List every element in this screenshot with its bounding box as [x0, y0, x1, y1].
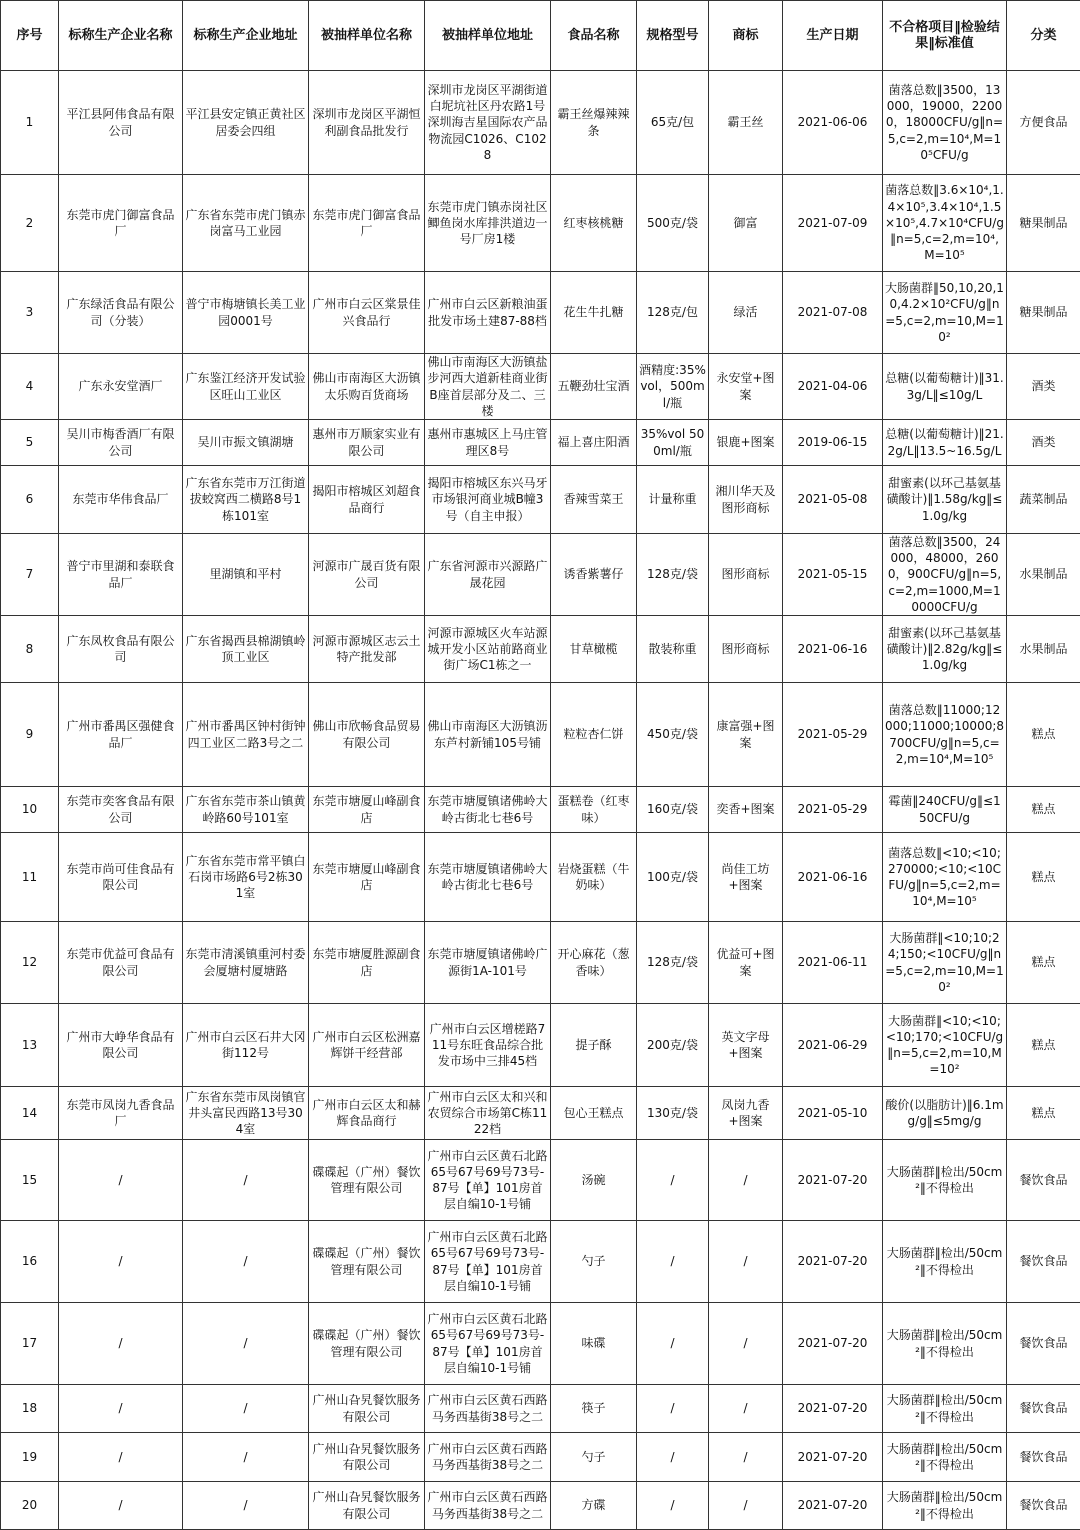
sampled-address-cell: 河源市源城区火车站源城开发小区站前路商业街广场C1栋之一 [425, 616, 551, 683]
result-cell: 总糖(以葡萄糖计)‖21.2g/L‖13.5~16.5g/L [883, 420, 1007, 466]
sampled-address-cell: 东莞市塘厦镇诸佛岭大岭古街北七巷6号 [425, 833, 551, 922]
company-address-cell: 广东省东莞市茶山镇黄岭路60号101室 [183, 787, 309, 833]
table-body [1, 71, 1080, 1530]
serial-cell: 6 [1, 466, 59, 534]
company-cell: 东莞市尚可佳食品有限公司 [59, 833, 183, 922]
spec-cell: 128克/包 [637, 272, 709, 354]
category-cell: 餐饮食品 [1007, 1303, 1080, 1385]
table-row [1, 466, 1080, 534]
result-cell: 霉菌‖240CFU/g‖≤150CFU/g [883, 787, 1007, 833]
company-address-cell: / [183, 1303, 309, 1385]
company-cell: / [59, 1385, 183, 1433]
date-cell: 2021-05-08 [783, 466, 883, 534]
sampled-unit-cell: 广州市白云区松洲嘉辉饼干经营部 [309, 1004, 425, 1087]
serial-cell: 13 [1, 1004, 59, 1087]
date-cell: 2021-06-06 [783, 71, 883, 175]
serial-cell: 1 [1, 71, 59, 175]
date-cell: 2021-07-20 [783, 1221, 883, 1303]
sampled-unit-cell: 惠州市万顺家实业有限公司 [309, 420, 425, 466]
brand-cell: 图形商标 [709, 534, 783, 616]
serial-cell: 20 [1, 1482, 59, 1530]
company-cell: 广东绿活食品有限公司（分装） [59, 272, 183, 354]
category-cell: 糖果制品 [1007, 272, 1080, 354]
sampled-unit-cell: 碟碟起（广州）餐饮管理有限公司 [309, 1303, 425, 1385]
column-header-serial: 序号 [1, 1, 59, 71]
food-name-cell: 五鞭劲壮宝酒 [551, 354, 637, 420]
date-cell: 2021-06-16 [783, 833, 883, 922]
company-address-cell: 吴川市振文镇湖塘 [183, 420, 309, 466]
category-cell: 糖果制品 [1007, 175, 1080, 272]
sampled-address-cell: 广州市白云区黄石西路马务西基街38号之二 [425, 1482, 551, 1530]
spec-cell: 200克/袋 [637, 1004, 709, 1087]
company-address-cell: 广东鉴江经济开发试验区旺山工业区 [183, 354, 309, 420]
brand-cell: 尚佳工坊+图案 [709, 833, 783, 922]
result-cell: 大肠菌群‖检出/50cm²‖不得检出 [883, 1385, 1007, 1433]
column-header-spec: 规格型号 [637, 1, 709, 71]
result-cell: 大肠菌群‖检出/50cm²‖不得检出 [883, 1303, 1007, 1385]
brand-cell: 绿活 [709, 272, 783, 354]
sampled-address-cell: 广州市白云区黄石北路65号67号69号73号-87号【单】101房首层自编10-1号铺 [425, 1303, 551, 1385]
category-cell: 餐饮食品 [1007, 1433, 1080, 1482]
company-address-cell: 平江县安定镇正黄社区居委会四组 [183, 71, 309, 175]
category-cell: 糕点 [1007, 922, 1080, 1004]
date-cell: 2021-04-06 [783, 354, 883, 420]
food-name-cell: 勺子 [551, 1433, 637, 1482]
brand-cell: 御富 [709, 175, 783, 272]
company-cell: 东莞市华伟食品厂 [59, 466, 183, 534]
sampled-unit-cell: 广州山旮旯餐饮服务有限公司 [309, 1385, 425, 1433]
sampled-address-cell: 揭阳市榕城区东兴马牙市场银河商业城B幢3号（自主申报） [425, 466, 551, 534]
column-header-sampled-address: 被抽样单位地址 [425, 1, 551, 71]
result-cell: 大肠菌群‖检出/50cm²‖不得检出 [883, 1482, 1007, 1530]
sampled-address-cell: 东莞市塘厦镇诸佛岭广源街1A-101号 [425, 922, 551, 1004]
spec-cell: 100克/袋 [637, 833, 709, 922]
table-row [1, 1433, 1080, 1482]
sampled-address-cell: 广州市白云区黄石北路65号67号69号73号-87号【单】101房首层自编10-1号铺 [425, 1221, 551, 1303]
company-cell: / [59, 1303, 183, 1385]
table-row [1, 922, 1080, 1004]
result-cell: 大肠菌群‖50,10,20,10,4.2×10²CFU/g‖n=5,c=2,m=10,M=10² [883, 272, 1007, 354]
serial-cell: 11 [1, 833, 59, 922]
brand-cell: 奕香+图案 [709, 787, 783, 833]
spec-cell: 450克/袋 [637, 683, 709, 787]
result-cell: 菌落总数‖3.6×10⁴,1.4×10⁵,3.4×10⁴,1.5×10⁵,4.7×10⁴CFU/g‖n=5,c=2,m=10⁴,M=10⁵ [883, 175, 1007, 272]
sampled-unit-cell: 揭阳市榕城区刘超食品商行 [309, 466, 425, 534]
spec-cell: 128克/袋 [637, 922, 709, 1004]
sampled-unit-cell: 广州山旮旯餐饮服务有限公司 [309, 1482, 425, 1530]
sampled-unit-cell: 广州市白云区太和赫辉食品商行 [309, 1087, 425, 1140]
company-address-cell: / [183, 1140, 309, 1221]
sampled-unit-cell: 东莞市塘厦山峰副食店 [309, 787, 425, 833]
table-row [1, 175, 1080, 272]
food-name-cell: 方碟 [551, 1482, 637, 1530]
category-cell: 酒类 [1007, 420, 1080, 466]
company-cell: 广东永安堂酒厂 [59, 354, 183, 420]
table-row [1, 787, 1080, 833]
food-name-cell: 筷子 [551, 1385, 637, 1433]
spec-cell: 160克/袋 [637, 787, 709, 833]
sampled-address-cell: 东莞市虎门镇赤岗社区鲫鱼岗水库排洪道边一号厂房1楼 [425, 175, 551, 272]
serial-cell: 5 [1, 420, 59, 466]
sampled-address-cell: 惠州市惠城区上马庄管理区8号 [425, 420, 551, 466]
serial-cell: 16 [1, 1221, 59, 1303]
category-cell: 餐饮食品 [1007, 1385, 1080, 1433]
serial-cell: 3 [1, 272, 59, 354]
table-row [1, 1303, 1080, 1385]
sampled-address-cell: 佛山市南海区大沥镇沥东芦村新铺105号铺 [425, 683, 551, 787]
category-cell: 方便食品 [1007, 71, 1080, 175]
table-row [1, 420, 1080, 466]
spec-cell: 酒精度:35%vol，500ml/瓶 [637, 354, 709, 420]
sampled-unit-cell: 河源市源城区志云土特产批发部 [309, 616, 425, 683]
result-cell: 菌落总数‖<10;<10;270000;<10;<10CFU/g‖n=5,c=2,m=10⁴,M=10⁵ [883, 833, 1007, 922]
brand-cell: 银鹿+图案 [709, 420, 783, 466]
sampled-address-cell: 广东省河源市兴源路广晟花园 [425, 534, 551, 616]
category-cell: 糕点 [1007, 683, 1080, 787]
company-cell: 东莞市凤岗九香食品厂 [59, 1087, 183, 1140]
food-name-cell: 红枣核桃糖 [551, 175, 637, 272]
serial-cell: 10 [1, 787, 59, 833]
date-cell: 2021-07-09 [783, 175, 883, 272]
spec-cell: 128克/袋 [637, 534, 709, 616]
date-cell: 2021-05-15 [783, 534, 883, 616]
category-cell: 糕点 [1007, 1004, 1080, 1087]
serial-cell: 18 [1, 1385, 59, 1433]
spec-cell: / [637, 1221, 709, 1303]
brand-cell: / [709, 1140, 783, 1221]
food-name-cell: 勺子 [551, 1221, 637, 1303]
spec-cell: / [637, 1140, 709, 1221]
table-row [1, 272, 1080, 354]
company-cell: 吴川市梅香酒厂有限公司 [59, 420, 183, 466]
table-row [1, 1140, 1080, 1221]
date-cell: 2021-05-10 [783, 1087, 883, 1140]
table-row [1, 71, 1080, 175]
serial-cell: 4 [1, 354, 59, 420]
spec-cell: 130克/袋 [637, 1087, 709, 1140]
date-cell: 2021-06-11 [783, 922, 883, 1004]
food-name-cell: 甘草橄榄 [551, 616, 637, 683]
result-cell: 菌落总数‖3500，24000，48000，2600，900CFU/g‖n=5,c=2,m=1000,M=10000CFU/g [883, 534, 1007, 616]
serial-cell: 15 [1, 1140, 59, 1221]
table-row [1, 1087, 1080, 1140]
sampled-address-cell: 广州市白云区新粮油蛋批发市场土建87-88档 [425, 272, 551, 354]
brand-cell: 康富强+图案 [709, 683, 783, 787]
food-name-cell: 粒粒杏仁饼 [551, 683, 637, 787]
result-cell: 大肠菌群‖<10;10;24;150;<10CFU/g‖n=5,c=2,m=10,M=10² [883, 922, 1007, 1004]
company-address-cell: / [183, 1221, 309, 1303]
category-cell: 餐饮食品 [1007, 1221, 1080, 1303]
table-row [1, 354, 1080, 420]
sampled-unit-cell: 东莞市塘厦胜源副食店 [309, 922, 425, 1004]
result-cell: 大肠菌群‖检出/50cm²‖不得检出 [883, 1140, 1007, 1221]
company-cell: 广州市大峥华食品有限公司 [59, 1004, 183, 1087]
serial-cell: 19 [1, 1433, 59, 1482]
spec-cell: 计量称重 [637, 466, 709, 534]
company-address-cell: / [183, 1482, 309, 1530]
category-cell: 餐饮食品 [1007, 1140, 1080, 1221]
company-cell: 普宁市里湖和泰联食品厂 [59, 534, 183, 616]
company-cell: 平江县阿伟食品有限公司 [59, 71, 183, 175]
category-cell: 餐饮食品 [1007, 1482, 1080, 1530]
table-row [1, 1385, 1080, 1433]
result-cell: 酸价(以脂肪计)‖6.1mg/g‖≤5mg/g [883, 1087, 1007, 1140]
food-name-cell: 诱香紫薯仔 [551, 534, 637, 616]
result-cell: 大肠菌群‖检出/50cm²‖不得检出 [883, 1221, 1007, 1303]
category-cell: 酒类 [1007, 354, 1080, 420]
company-address-cell: 广东省东莞市虎门镇赤岗富马工业园 [183, 175, 309, 272]
spec-cell: / [637, 1385, 709, 1433]
category-cell: 糕点 [1007, 833, 1080, 922]
result-cell: 菌落总数‖3500，13000，19000，22000，18000CFU/g‖n=5,c=2,m=10⁴,M=10⁵CFU/g [883, 71, 1007, 175]
sampled-address-cell: 广州市白云区黄石西路马务西基街38号之二 [425, 1385, 551, 1433]
company-cell: 广东凤枚食品有限公司 [59, 616, 183, 683]
spec-cell: / [637, 1303, 709, 1385]
brand-cell: 湘川华天及图形商标 [709, 466, 783, 534]
serial-cell: 2 [1, 175, 59, 272]
spec-cell: 35%vol 500ml/瓶 [637, 420, 709, 466]
column-header-sampled-unit: 被抽样单位名称 [309, 1, 425, 71]
sampled-unit-cell: 东莞市塘厦山峰副食店 [309, 833, 425, 922]
sampled-unit-cell: 广州市白云区棠景佳兴食品行 [309, 272, 425, 354]
sampled-unit-cell: 佛山市欣畅食品贸易有限公司 [309, 683, 425, 787]
sampled-unit-cell: 东莞市虎门御富食品厂 [309, 175, 425, 272]
category-cell: 糕点 [1007, 1087, 1080, 1140]
brand-cell: 优益可+图案 [709, 922, 783, 1004]
food-name-cell: 香辣雪菜王 [551, 466, 637, 534]
company-cell: / [59, 1221, 183, 1303]
company-cell: / [59, 1433, 183, 1482]
company-address-cell: 广东省东莞市凤岗镇官井头富民西路13号304室 [183, 1087, 309, 1140]
company-address-cell: 里湖镇和平村 [183, 534, 309, 616]
company-address-cell: / [183, 1433, 309, 1482]
column-header-food-name: 食品名称 [551, 1, 637, 71]
date-cell: 2021-07-20 [783, 1482, 883, 1530]
table-row [1, 833, 1080, 922]
sampled-unit-cell: 河源市广晟百货有限公司 [309, 534, 425, 616]
column-header-company-address: 标称生产企业地址 [183, 1, 309, 71]
serial-cell: 7 [1, 534, 59, 616]
serial-cell: 12 [1, 922, 59, 1004]
date-cell: 2021-05-29 [783, 787, 883, 833]
brand-cell: 霸王丝 [709, 71, 783, 175]
sampled-address-cell: 深圳市龙岗区平湖街道白坭坑社区丹农路1号深圳海吉星国际农产品物流园C1026、C1028 [425, 71, 551, 175]
serial-cell: 9 [1, 683, 59, 787]
sampled-address-cell: 佛山市南海区大沥镇盐步河西大道新桂商业街B座首层部分及二、三楼 [425, 354, 551, 420]
sampled-address-cell: 广州市白云区太和兴和农贸综合市场第C栋1122档 [425, 1087, 551, 1140]
result-cell: 大肠菌群‖检出/50cm²‖不得检出 [883, 1433, 1007, 1482]
sampled-address-cell: 东莞市塘厦镇诸佛岭大岭古街北七巷6号 [425, 787, 551, 833]
column-header-result: 不合格项目‖检验结果‖标准值 [883, 1, 1007, 71]
date-cell: 2019-06-15 [783, 420, 883, 466]
date-cell: 2021-07-20 [783, 1303, 883, 1385]
food-name-cell: 花生牛扎糖 [551, 272, 637, 354]
column-header-company: 标称生产企业名称 [59, 1, 183, 71]
brand-cell: 永安堂+图案 [709, 354, 783, 420]
spec-cell: 散装称重 [637, 616, 709, 683]
company-address-cell: / [183, 1385, 309, 1433]
sampled-address-cell: 广州市白云区增槎路711号东旺食品综合批发市场中三排45档 [425, 1004, 551, 1087]
column-header-category: 分类 [1007, 1, 1080, 71]
table-row [1, 683, 1080, 787]
food-name-cell: 包心王糕点 [551, 1087, 637, 1140]
result-cell: 总糖(以葡萄糖计)‖31.3g/L‖≤10g/L [883, 354, 1007, 420]
category-cell: 水果制品 [1007, 534, 1080, 616]
category-cell: 糕点 [1007, 787, 1080, 833]
serial-cell: 17 [1, 1303, 59, 1385]
table-row [1, 1482, 1080, 1530]
serial-cell: 14 [1, 1087, 59, 1140]
table-row [1, 616, 1080, 683]
spec-cell: 500克/袋 [637, 175, 709, 272]
food-name-cell: 汤碗 [551, 1140, 637, 1221]
company-address-cell: 广州市番禺区钟村街钟四工业区二路3号之二 [183, 683, 309, 787]
sampled-unit-cell: 碟碟起（广州）餐饮管理有限公司 [309, 1221, 425, 1303]
sampled-address-cell: 广州市白云区黄石西路马务西基街38号之二 [425, 1433, 551, 1482]
serial-cell: 8 [1, 616, 59, 683]
company-address-cell: 广州市白云区石井大冈街112号 [183, 1004, 309, 1087]
column-header-date: 生产日期 [783, 1, 883, 71]
category-cell: 水果制品 [1007, 616, 1080, 683]
spec-cell: 65克/包 [637, 71, 709, 175]
result-cell: 大肠菌群‖<10;<10;<10;170;<10CFU/g‖n=5,c=2,m=10,M=10² [883, 1004, 1007, 1087]
sampled-unit-cell: 深圳市龙岗区平湖恒利副食品批发行 [309, 71, 425, 175]
company-address-cell: 广东省揭西县棉湖镇岭顶工业区 [183, 616, 309, 683]
result-cell: 菌落总数‖11000;12000;11000;10000;8700CFU/g‖n=5,c=2,m=10⁴,M=10⁵ [883, 683, 1007, 787]
brand-cell: 凤岗九香+图案 [709, 1087, 783, 1140]
table-row [1, 1221, 1080, 1303]
table-row [1, 1004, 1080, 1087]
result-cell: 甜蜜素(以环己基氨基磺酸计)‖1.58g/kg‖≤1.0g/kg [883, 466, 1007, 534]
date-cell: 2021-07-20 [783, 1385, 883, 1433]
food-name-cell: 提子酥 [551, 1004, 637, 1087]
company-address-cell: 广东省东莞市常平镇白石岗市场路6号2栋301室 [183, 833, 309, 922]
date-cell: 2021-05-29 [783, 683, 883, 787]
food-name-cell: 岩烧蛋糕（牛奶味） [551, 833, 637, 922]
date-cell: 2021-07-08 [783, 272, 883, 354]
brand-cell: 英文字母+图案 [709, 1004, 783, 1087]
category-cell: 蔬菜制品 [1007, 466, 1080, 534]
brand-cell: / [709, 1433, 783, 1482]
sampled-unit-cell: 佛山市南海区大沥镇太乐购百货商场 [309, 354, 425, 420]
brand-cell: / [709, 1385, 783, 1433]
company-cell: / [59, 1140, 183, 1221]
spec-cell: / [637, 1482, 709, 1530]
sampled-unit-cell: 碟碟起（广州）餐饮管理有限公司 [309, 1140, 425, 1221]
table-row [1, 534, 1080, 616]
food-name-cell: 开心麻花（葱香味） [551, 922, 637, 1004]
company-cell: 东莞市奕客食品有限公司 [59, 787, 183, 833]
company-cell: 东莞市虎门御富食品厂 [59, 175, 183, 272]
brand-cell: / [709, 1303, 783, 1385]
date-cell: 2021-07-20 [783, 1140, 883, 1221]
food-name-cell: 味碟 [551, 1303, 637, 1385]
food-name-cell: 福上喜庄阳酒 [551, 420, 637, 466]
spec-cell: / [637, 1433, 709, 1482]
date-cell: 2021-06-16 [783, 616, 883, 683]
date-cell: 2021-06-29 [783, 1004, 883, 1087]
sampled-address-cell: 广州市白云区黄石北路65号67号69号73号-87号【单】101房首层自编10-1号铺 [425, 1140, 551, 1221]
table-header-row [1, 1, 1080, 71]
food-name-cell: 霸王丝爆辣辣条 [551, 71, 637, 175]
brand-cell: / [709, 1221, 783, 1303]
company-address-cell: 普宁市梅塘镇长美工业园0001号 [183, 272, 309, 354]
result-cell: 甜蜜素(以环己基氨基磺酸计)‖2.82g/kg‖≤1.0g/kg [883, 616, 1007, 683]
column-header-brand: 商标 [709, 1, 783, 71]
company-cell: / [59, 1482, 183, 1530]
food-name-cell: 蛋糕卷（红枣味） [551, 787, 637, 833]
sampled-unit-cell: 广州山旮旯餐饮服务有限公司 [309, 1433, 425, 1482]
company-cell: 东莞市优益可食品有限公司 [59, 922, 183, 1004]
brand-cell: / [709, 1482, 783, 1530]
date-cell: 2021-07-20 [783, 1433, 883, 1482]
company-cell: 广州市番禺区强健食品厂 [59, 683, 183, 787]
brand-cell: 图形商标 [709, 616, 783, 683]
company-address-cell: 广东省东莞市万江街道拔蛟窝西二横路8号1栋101室 [183, 466, 309, 534]
company-address-cell: 东莞市清溪镇重河村委会厦塘村厦塘路 [183, 922, 309, 1004]
